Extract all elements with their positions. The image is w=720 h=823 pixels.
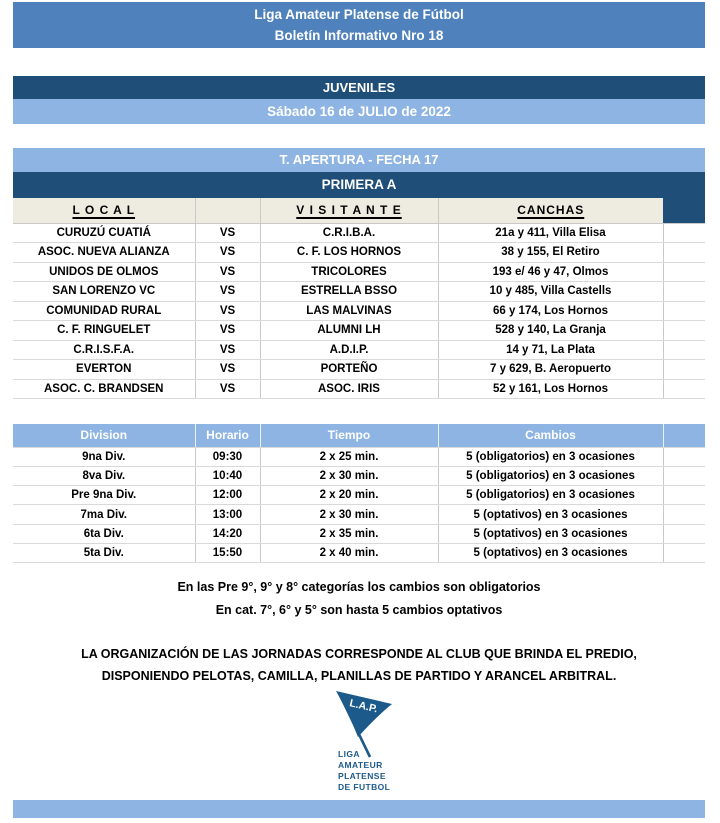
division-cell: 8va Div. — [13, 466, 195, 485]
cambios-cell: 5 (obligatorios) en 3 ocasiones — [438, 486, 663, 505]
cancha: 38 y 155, El Retiro — [438, 243, 663, 263]
vs-label: VS — [195, 321, 260, 341]
logo-caption-line: AMATEUR — [338, 760, 383, 771]
visiting-team: ALUMNI LH — [260, 321, 438, 341]
match-row — [13, 301, 705, 321]
cambios-cell: 5 (optativos) en 3 ocasiones — [438, 543, 663, 562]
empty-cell — [663, 321, 705, 341]
empty-cell — [663, 301, 705, 321]
pennant-flag-icon — [335, 690, 397, 758]
horario-cell: 12:00 — [195, 486, 260, 505]
visiting-team: A.D.I.P. — [260, 340, 438, 360]
division-cell: Pre 9na Div. — [13, 486, 195, 505]
schedule-row — [13, 466, 705, 485]
local-team: C. F. RINGUELET — [13, 321, 195, 341]
canchas-column-header: CANCHAS — [438, 198, 663, 223]
empty-cell — [663, 466, 705, 485]
date-band: Sábado 16 de JULIO de 2022 — [13, 99, 705, 124]
schedule-row — [13, 524, 705, 543]
visiting-team: ASOC. IRIS — [260, 379, 438, 399]
empty-cell — [663, 243, 705, 263]
tiempo-cell: 2 x 25 min. — [260, 447, 438, 466]
horario-cell: 15:50 — [195, 543, 260, 562]
local-column-header: L O C A L — [13, 198, 195, 223]
vs-column-header — [195, 198, 260, 223]
vs-label: VS — [195, 340, 260, 360]
local-team: ASOC. NUEVA ALIANZA — [13, 243, 195, 263]
schedule-row — [13, 447, 705, 466]
tiempo-column-header: Tiempo — [260, 424, 438, 447]
visiting-team: PORTEÑO — [260, 360, 438, 380]
league-logo — [13, 690, 705, 791]
flag-text: L.A.P. — [348, 697, 379, 716]
cambios-cell: 5 (optativos) en 3 ocasiones — [438, 505, 663, 524]
horario-cell: 09:30 — [195, 447, 260, 466]
tiempo-cell: 2 x 40 min. — [260, 543, 438, 562]
tournament-band: T. APERTURA - FECHA 17 — [13, 148, 705, 172]
schedule-header-row — [13, 424, 705, 447]
empty-cell — [663, 379, 705, 399]
schedule-table — [13, 424, 705, 563]
match-row — [13, 262, 705, 282]
horario-cell: 13:00 — [195, 505, 260, 524]
cambios-column-header: Cambios — [438, 424, 663, 447]
schedule-row — [13, 543, 705, 562]
division-cell: 5ta Div. — [13, 543, 195, 562]
tiempo-cell: 2 x 30 min. — [260, 466, 438, 485]
league-title: Liga Amateur Platense de Fútbol — [254, 7, 464, 22]
match-row — [13, 243, 705, 263]
local-team: SAN LORENZO VC — [13, 282, 195, 302]
empty-cell — [663, 223, 705, 243]
local-team: EVERTON — [13, 360, 195, 380]
visiting-team: ESTRELLA BSSO — [260, 282, 438, 302]
cancha: 528 y 140, La Granja — [438, 321, 663, 341]
match-row — [13, 360, 705, 380]
matches-header-row — [13, 198, 705, 223]
local-team: C.R.I.S.F.A. — [13, 340, 195, 360]
division-cell: 9na Div. — [13, 447, 195, 466]
vs-label: VS — [195, 262, 260, 282]
empty-cell — [663, 524, 705, 543]
cancha: 193 e/ 46 y 47, Olmos — [438, 262, 663, 282]
empty-cell — [663, 282, 705, 302]
division-cell: 7ma Div. — [13, 505, 195, 524]
logo-caption-line: PLATENSE — [338, 771, 386, 782]
match-row — [13, 340, 705, 360]
vs-label: VS — [195, 223, 260, 243]
division-band: PRIMERA A — [13, 172, 705, 198]
empty-header-cell — [663, 424, 705, 447]
division-column-header: Division — [13, 424, 195, 447]
cancha: 7 y 629, B. Aeropuerto — [438, 360, 663, 380]
horario-cell: 14:20 — [195, 524, 260, 543]
horario-column-header: Horario — [195, 424, 260, 447]
empty-cell — [663, 262, 705, 282]
note-line: En las Pre 9°, 9° y 8° categorías los cambios son obligatorios — [177, 580, 541, 595]
cancha: 66 y 174, Los Hornos — [438, 301, 663, 321]
logo-caption-line: DE FUTBOL — [338, 782, 391, 793]
category-band: JUVENILES — [13, 76, 705, 99]
vs-label: VS — [195, 243, 260, 263]
vs-label: VS — [195, 282, 260, 302]
cambios-cell: 5 (obligatorios) en 3 ocasiones — [438, 466, 663, 485]
cancha: 10 y 485, Villa Castells — [438, 282, 663, 302]
bulletin-sheet — [13, 2, 705, 818]
local-team: ASOC. C. BRANDSEN — [13, 379, 195, 399]
empty-cell — [663, 360, 705, 380]
visiting-team: C.R.I.B.A. — [260, 223, 438, 243]
cancha: 21a y 411, Villa Elisa — [438, 223, 663, 243]
local-team: COMUNIDAD RURAL — [13, 301, 195, 321]
match-row — [13, 321, 705, 341]
bulletin-subtitle: Boletín Informativo Nro 18 — [274, 28, 444, 43]
match-row — [13, 379, 705, 399]
visiting-team: TRICOLORES — [260, 262, 438, 282]
vs-label: VS — [195, 379, 260, 399]
cancha: 52 y 161, Los Hornos — [438, 379, 663, 399]
bulletin-title-band — [13, 2, 705, 48]
organization-note-line: DISPONIENDO PELOTAS, CAMILLA, PLANILLAS DE PARTIDO Y ARANCEL ARBITRAL. — [101, 669, 617, 684]
visiting-team: LAS MALVINAS — [260, 301, 438, 321]
match-row — [13, 282, 705, 302]
navy-corner-cell — [663, 198, 705, 223]
organization-note-line: LA ORGANIZACIÓN DE LAS JORNADAS CORRESPONDE AL CLUB QUE BRINDA EL PREDIO, — [81, 647, 637, 662]
tiempo-cell: 2 x 20 min. — [260, 486, 438, 505]
cambios-cell: 5 (optativos) en 3 ocasiones — [438, 524, 663, 543]
tiempo-cell: 2 x 35 min. — [260, 524, 438, 543]
cambios-cell: 5 (obligatorios) en 3 ocasiones — [438, 447, 663, 466]
horario-cell: 10:40 — [195, 466, 260, 485]
division-cell: 6ta Div. — [13, 524, 195, 543]
schedule-row — [13, 486, 705, 505]
empty-cell — [663, 340, 705, 360]
empty-cell — [663, 486, 705, 505]
match-row — [13, 223, 705, 243]
matches-table — [13, 198, 705, 399]
schedule-row — [13, 505, 705, 524]
local-team: UNIDOS DE OLMOS — [13, 262, 195, 282]
empty-cell — [663, 543, 705, 562]
logo-caption — [338, 749, 390, 793]
cancha: 14 y 71, La Plata — [438, 340, 663, 360]
empty-cell — [663, 447, 705, 466]
empty-cell — [663, 505, 705, 524]
organization-note — [13, 643, 705, 687]
bottom-band — [13, 800, 705, 818]
note-line: En cat. 7°, 6° y 5° son hasta 5 cambios optativos — [215, 602, 503, 617]
local-team: CURUZÚ CUATIÁ — [13, 223, 195, 243]
visitante-column-header: V I S I T A N T E — [260, 198, 438, 223]
substitution-notes — [13, 576, 705, 621]
visiting-team: C. F. LOS HORNOS — [260, 243, 438, 263]
vs-label: VS — [195, 360, 260, 380]
tiempo-cell: 2 x 30 min. — [260, 505, 438, 524]
logo-caption-line: LIGA — [338, 749, 360, 760]
vs-label: VS — [195, 301, 260, 321]
